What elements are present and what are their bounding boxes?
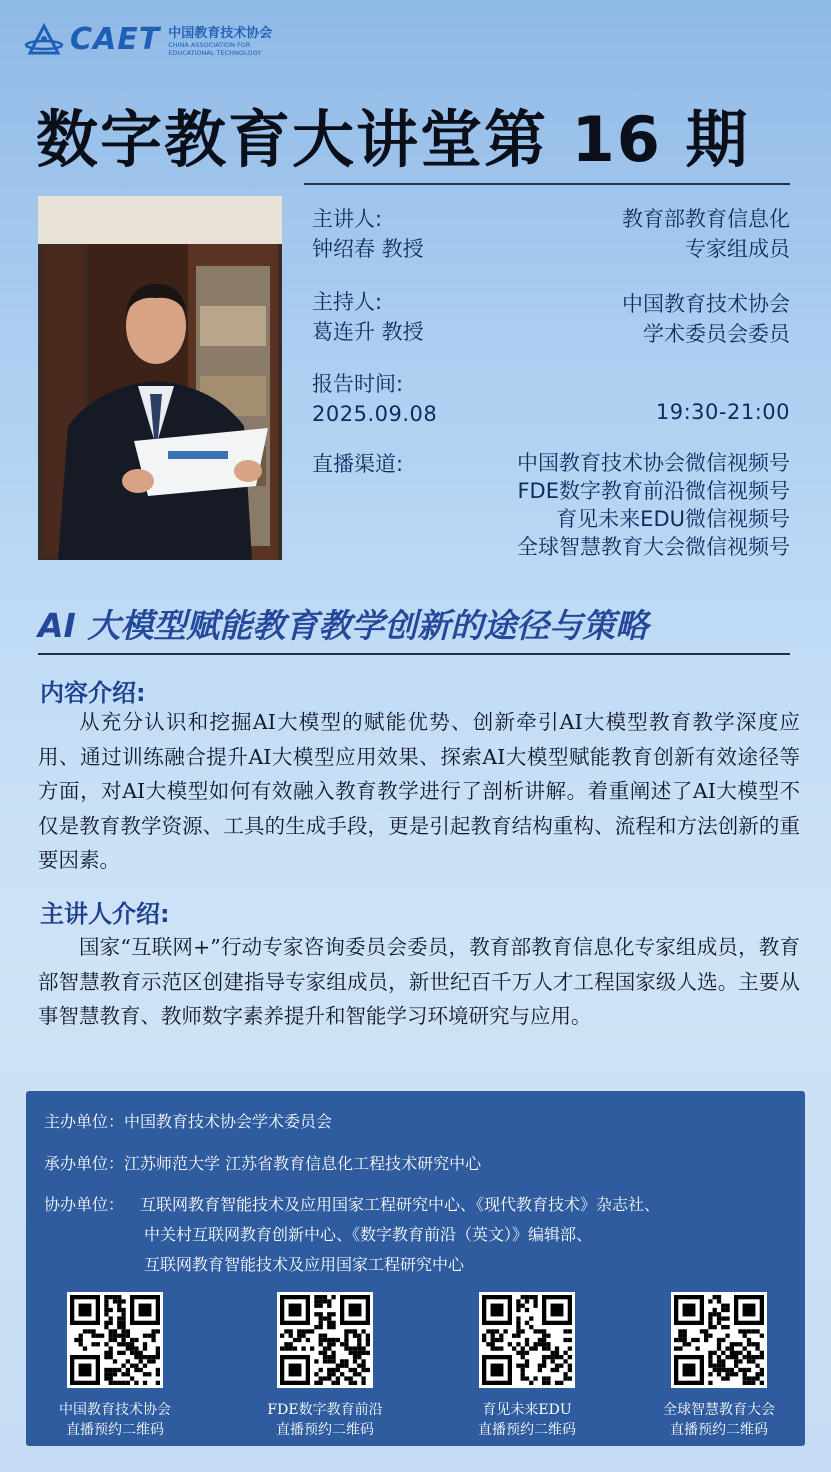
host-role xyxy=(622,289,790,349)
host-name: 葛连升 教授 xyxy=(312,320,424,344)
page-title: 数字教育大讲堂第 16 期 xyxy=(36,103,750,176)
co-organizer-line1: 互联网教育智能技术及应用国家工程研究中心、《现代教育技术》杂志社、 xyxy=(140,1195,661,1214)
speaker-intro-heading: 主讲人介绍: xyxy=(40,900,170,928)
qr-label-line1: 中国教育技术协会 xyxy=(59,1402,171,1418)
qr-label-line1: 育见未来EDU xyxy=(482,1402,572,1418)
qr-pattern xyxy=(482,1295,572,1385)
host-block xyxy=(312,287,424,347)
qr-label-line2: 直播预约二维码 xyxy=(276,1422,374,1438)
qr-code-icon[interactable] xyxy=(277,1292,373,1388)
host-unit: 主办单位：中国教育技术协会学术委员会 xyxy=(44,1112,333,1131)
logo-english-line2: EDUCATIONAL TECHNOLOGY xyxy=(168,49,262,57)
content-intro-heading: 内容介绍: xyxy=(40,679,146,707)
qr-item[interactable] xyxy=(20,1292,210,1440)
qr-item[interactable] xyxy=(624,1292,814,1440)
time-date: 2025.09.08 xyxy=(312,402,438,426)
qr-label-line2: 直播预约二维码 xyxy=(66,1422,164,1438)
logo-english-line1: CHINA ASSOCIATION FOR xyxy=(168,41,251,49)
channels-label: 直播渠道: xyxy=(312,452,404,476)
time-label: 报告时间: xyxy=(312,372,404,396)
title-divider xyxy=(304,183,790,185)
content-intro-text: 从充分认识和挖掘AI大模型的赋能优势、创新牵引AI大模型教育教学深度应用、通过训练融合提升AI大模型应用效果、探索AI大模型赋能教育创新有效途径等方面，对AI大模型如何有效融入教育教学进行了剖析讲解。着重阐述了AI大模型不仅是教育教学资源、工具的生成手段，更是引起教育结构重构、流程和方法创新的重要因素。 xyxy=(38,710,800,872)
qr-label-line1: 全球智慧教育大会 xyxy=(663,1402,775,1418)
time-block xyxy=(312,369,437,429)
topic-divider xyxy=(38,653,790,655)
qr-label-line2: 直播预约二维码 xyxy=(478,1422,576,1438)
caet-logo[interactable] xyxy=(24,22,272,57)
logo-chinese-name: 中国教育技术协会 xyxy=(168,26,273,41)
logo-abbr: CAET xyxy=(70,22,161,57)
qr-item[interactable] xyxy=(432,1292,622,1440)
speaker-role xyxy=(622,204,790,264)
qr-pattern xyxy=(674,1295,764,1385)
host-label: 主持人: xyxy=(312,290,383,314)
qr-label-line1: FDE数字教育前沿 xyxy=(267,1402,383,1418)
host-role-line1: 中国教育技术协会 xyxy=(622,292,790,316)
lecture-topic: AI 大模型赋能教育教学创新的途径与策略 xyxy=(38,606,649,645)
organizer-unit: 承办单位：江苏师范大学 江苏省教育信息化工程技术研究中心 xyxy=(44,1154,482,1173)
caet-emblem-icon xyxy=(24,23,64,57)
channel-item[interactable]: FDE数字教育前沿微信视频号 xyxy=(517,479,790,503)
host-role-line2: 学术委员会委员 xyxy=(643,322,790,346)
speaker-role-line2: 专家组成员 xyxy=(685,237,790,261)
qr-code-icon[interactable] xyxy=(67,1292,163,1388)
channel-item[interactable]: 全球智慧教育大会微信视频号 xyxy=(517,535,790,559)
speaker-photo xyxy=(38,196,282,560)
qr-code-icon[interactable] xyxy=(479,1292,575,1388)
channel-item[interactable]: 中国教育技术协会微信视频号 xyxy=(517,451,790,475)
channels-list xyxy=(517,449,790,561)
speaker-role-line1: 教育部教育信息化 xyxy=(622,207,790,231)
channel-item[interactable]: 育见未来EDU微信视频号 xyxy=(556,507,790,531)
co-organizer-line3: 互联网教育智能技术及应用国家工程研究中心 xyxy=(144,1255,465,1274)
speaker-name: 钟绍春 教授 xyxy=(312,237,424,261)
qr-item[interactable] xyxy=(230,1292,420,1440)
time-hours: 19:30-21:00 xyxy=(655,400,790,424)
speaker-label: 主讲人: xyxy=(312,207,383,231)
co-organizer-line2: 中关村互联网教育创新中心、《数字教育前沿（英文）》编辑部、 xyxy=(144,1225,593,1244)
qr-code-icon[interactable] xyxy=(671,1292,767,1388)
co-organizer-label: 协办单位： xyxy=(44,1195,125,1214)
speaker-intro-text: 国家“互联网+”行动专家咨询委员会委员，教育部教育信息化专家组成员，教育部智慧教育示范区创建指导专家组成员，新世纪百千万人才工程国家级人选。主要从事智慧教育、教师数字素养提升和智能学习环境研究与应用。 xyxy=(38,935,800,1028)
qr-label-line2: 直播预约二维码 xyxy=(670,1422,768,1438)
qr-pattern xyxy=(70,1295,160,1385)
qr-pattern xyxy=(280,1295,370,1385)
speaker-block xyxy=(312,204,424,264)
